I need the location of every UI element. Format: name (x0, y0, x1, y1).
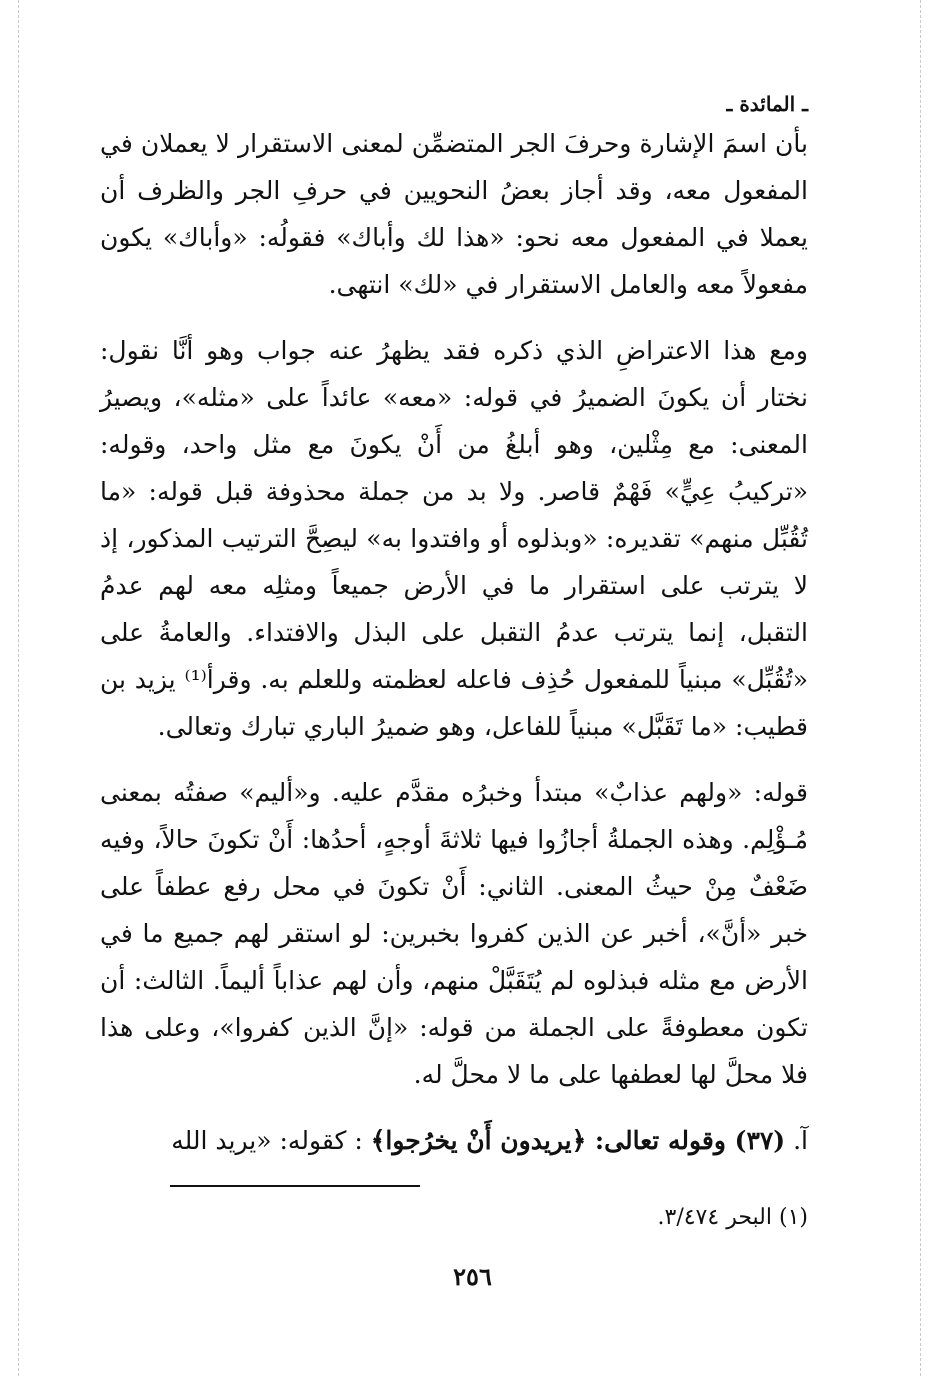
paragraph-1: بأن اسمَ الإشارة وحرفَ الجر المتضمِّن لمعنى الاستقرار لا يعملان في المفعول معه، وقد أجاز بعضُ النحويين في حرفِ الجر والظرف أن يعملا في المفعول معه نحو: «هذا لك وأباك» فقولُه: «وأباك» يكون مفعولاً معه والعامل الاستقرار في «لك» انتهى. (100, 129, 808, 299)
verse-marker: آ. (793, 1126, 808, 1155)
paragraph-2: ومع هذا الاعتراضِ الذي ذكره فقد يظهرُ عنه جواب وهو أنَّا نقول: نختار أن يكونَ الضميرُ في قوله: «معه» عائداً على «مثله»، ويصيرُ المعنى: مع مِثْلين، وهو أبلغُ من أَنْ يكونَ مع مثل واحد، وقوله: «تركيبُ عِيٍّ» فَهْمٌ قاصر. ولا بد من جملة محذوفة قبل قوله: «ما تُقُبِّل منهم» تقديره: «وبذلوه أو وافتدوا به» ليصِحَّ الترتيب المذكور، إذ لا يترتب على استقرار ما في الأرض جميعاً ومثلِه معه لهم عدمُ التقبل، إنما يترتب عدمُ التقبل على البذل والافتداء. والعامةُ على «تُقُبِّل» مبنياً للمفعول حُذِف فاعله لعظمته وللعلم به. وقرأ⁽¹⁾ يزيد بن قطيب: «ما تَقَبَّل» مبنياً للفاعل، وهو ضميرُ الباري تبارك وتعالى. (100, 336, 808, 741)
paragraph-3: قوله: «ولهم عذابٌ» مبتدأ وخبرُه مقدَّم عليه. و«أليم» صفتُه بمعنى مُـؤْلِم. وهذه الجملةُ أجازُوا فيها ثلاثةَ أوجهٍ، أحدُها: أَنْ تكونَ حالاً، وفيه ضَعْفٌ مِنْ حيثُ المعنى. الثاني: أَنْ تكونَ في محل رفع عطفاً على خبر «أنَّ»، أخبر عن الذين كفروا بخبرين: لو استقر لهم جميع ما في الأرض مع مثله فبذلوه لم يُتَقَبَّلْ منهم، وأن لهم عذاباً أليماً. الثالث: أن تكون معطوفةً على الجملة من قوله: «إنَّ الذين كفروا»، وعلى هذا فلا محلَّ لها لعطفها على ما لا محلَّ له. (100, 778, 808, 1089)
page-number: ٢٥٦ (453, 1262, 492, 1291)
verse-heading: (٣٧) وقوله تعالى: ﴿يريدون أَنْ يخرُجوا﴾ (370, 1126, 786, 1155)
margin-guide-right (920, 0, 921, 1376)
footnote: (١) البحر ٣/٤٧٤. (657, 1205, 808, 1230)
running-header: ـ المائدة ـ (726, 92, 808, 116)
verse-paragraph (100, 1117, 808, 1164)
verse-continuation: : كقوله: «يريد الله (171, 1126, 363, 1155)
footnote-divider (170, 1185, 420, 1187)
page-body (100, 88, 808, 1164)
margin-guide-left (18, 0, 19, 1376)
